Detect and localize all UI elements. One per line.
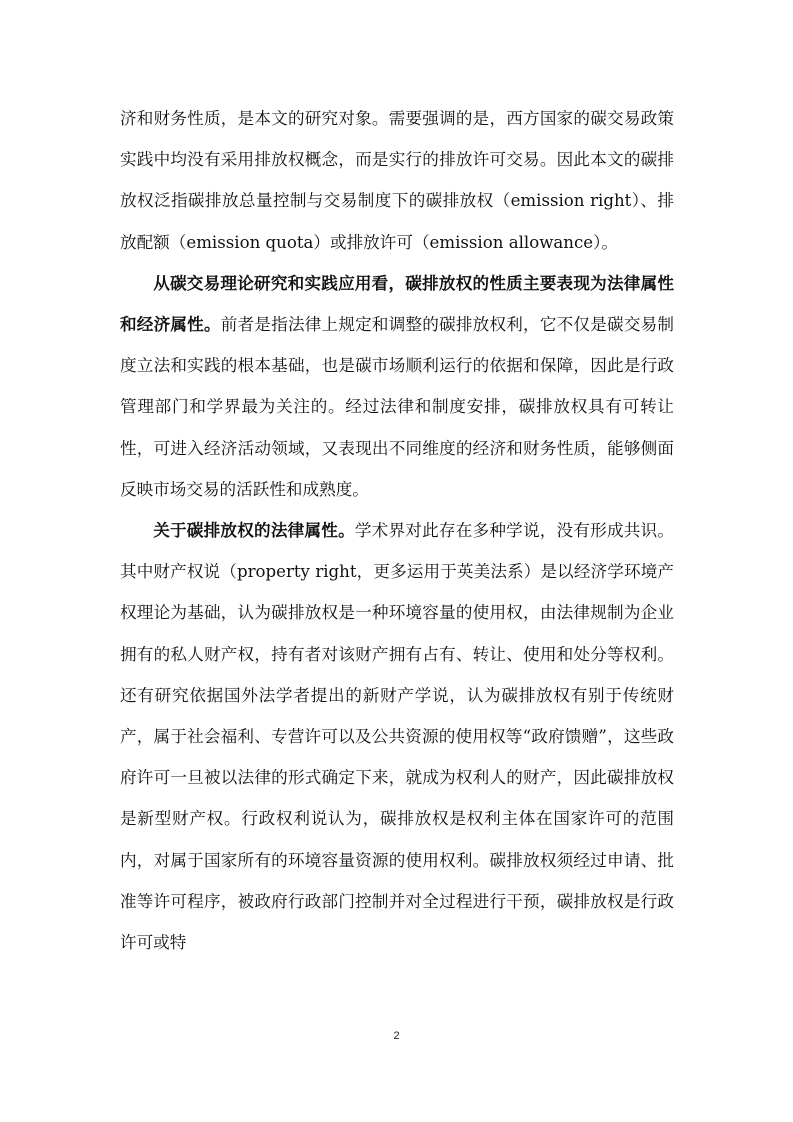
paragraph-text: 学术界对此存在多种学说，没有形成共识。其中财产权说（property right，更多运用于英美法系）是以经济学环境产权理论为基础，认为碳排放权是一种环境容量的使用权，由法律规制为企业拥有的私人财产权，持有者对该财产拥有占有、转让、使用和处分等权利。还有研究依据国外法学者提出的新财产学说，认为碳排放权有别于传统财产，属于社会福利、专营许可以及公共资源的使用权等“政府馈赠”，这些政府许可一旦被以法律的形式确定下来，就成为权利人的财产，因此碳排放权是新型财产权。行政权利说认为，碳排放权是权利主体在国家许可的范围内，对属于国家所有的环境容量资源的使用权利。碳排放权须经过申请、批准等许可程序，被政府行政部门控制并对全过程进行干预，碳排放权是行政许可或特 [120,521,674,953]
paragraph-lead-sentence: 关于碳排放权的法律属性。 [153,520,355,541]
paragraph-legal-attributes [120,510,674,963]
paragraph-text: 济和财务性质，是本文的研究对象。需要强调的是，西方国家的碳交易政策实践中均没有采用排放权概念，而是实行的排放许可交易。因此本文的碳排放权泛指碳排放总量控制与交易制度下的碳排放权（emission right）、排放配额（emission quota）或排放许可（emission allowance）。 [120,109,674,252]
paragraph-continued [120,98,674,263]
paragraph-nature-of-emission-rights [120,263,674,510]
body-text [120,98,674,963]
paragraph-text: 前者是指法律上规定和调整的碳排放权利，它不仅是碳交易制度立法和实践的根本基础，也是碳市场顺利运行的依据和保障，因此是行政管理部门和学界最为关注的。经过法律和制度安排，碳排放权具有可转让性，可进入经济活动领域，又表现出不同维度的经济和财务性质，能够侧面反映市场交易的活跃性和成熟度。 [120,315,675,499]
page-number: 2 [393,1030,400,1042]
paragraph-lead-sentence: 从碳交易理论研究和实践应用看，碳排放权的性质主要表现为法律属性和经济属性。 [120,272,674,335]
